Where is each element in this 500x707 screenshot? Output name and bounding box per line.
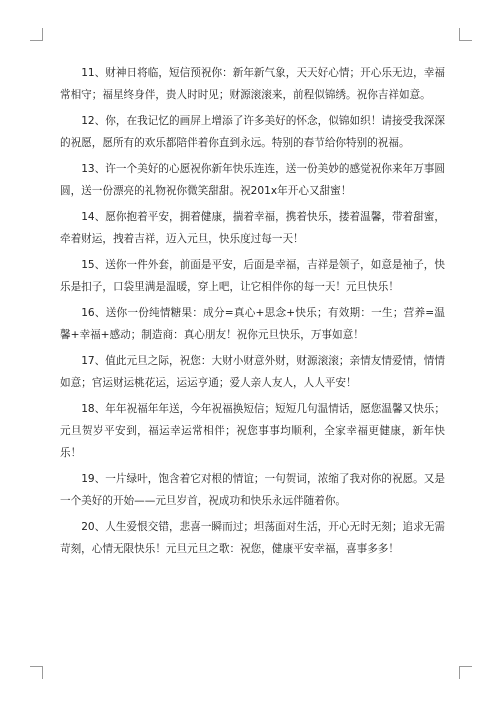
paragraph-text: 、一片绿叶，饱含着它对根的情谊；一句贺词，浓缩了我对你的祝愿。又是一个美好的开始——元旦岁首，祝成功和快乐永远伴随着你。 [60,473,445,507]
paragraph-19 [60,468,445,512]
paragraph-number: 16 [81,307,95,319]
paragraph-number: 13 [81,163,95,175]
paragraph-number: 11 [81,67,95,79]
paragraph-number: 12 [81,115,95,127]
paragraph-13 [60,158,445,202]
paragraph-12 [60,110,445,154]
paragraph-text: 、愿你抱着平安，拥着健康，揣着幸福，携着快乐，搂着温馨，带着甜蜜，牵着财运，拽着吉祥，迈入元旦，快乐度过每一天！ [60,211,445,245]
paragraph-text: 、年年祝福年年送，今年祝福换短信；短短几句温情话，愿您温馨又快乐；元旦贺岁平安到，福运幸运常相伴；祝您事事均顺利，全家幸福更健康，新年快乐！ [60,403,445,459]
paragraph-number: 14 [81,211,95,223]
paragraph-text: 、送你一份纯情糖果：成分=真心+思念+快乐；有效期：一生；营养=温馨+幸福+感动；制造商：真心朋友！祝你元旦快乐，万事如意！ [60,307,445,341]
paragraph-number: 19 [81,473,95,485]
paragraph-14 [60,206,445,250]
crop-mark-bottom-right [459,666,472,679]
paragraph-text: 、人生爱恨交错，悲喜一瞬而过；坦荡面对生活，开心无时无刻；追求无需苛刻，心情无限快乐！元旦元旦之歌：祝您，健康平安幸福，喜事多多！ [60,521,445,555]
paragraph-text: 、财神日将临，短信预祝你：新年新气象，天天好心情；开心乐无边，幸福常相守；福星终身伴，贵人时时见；财源滚滚来，前程似锦绣。祝你吉祥如意。 [60,67,445,101]
paragraph-18 [60,398,445,464]
paragraph-17 [60,350,445,394]
paragraph-number: 17 [81,355,95,367]
paragraph-number: 15 [81,259,95,271]
paragraph-20 [60,516,445,560]
paragraph-11 [60,62,445,106]
crop-mark-bottom-left [30,666,43,679]
paragraph-15 [60,254,445,298]
crop-mark-top-right [459,28,472,41]
paragraph-number: 18 [81,403,95,415]
paragraph-text: 、值此元旦之际，祝您：大财小财意外财，财源滚滚；亲情友情爱情，情情如意；官运财运桃花运，运运亨通；爱人亲人友人，人人平安！ [60,355,445,389]
paragraph-number: 20 [81,521,95,533]
paragraph-text: 、送你一件外套，前面是平安，后面是幸福，吉祥是领子，如意是袖子，快乐是扣子，口袋里满是温暖，穿上吧，让它相伴你的每一天！元旦快乐！ [60,259,445,293]
paragraph-text: 、许一个美好的心愿祝你新年快乐连连，送一份美妙的感觉祝你来年万事圆圆，送一份漂亮的礼物祝你微笑甜甜。祝201x年开心又甜蜜！ [60,163,445,197]
crop-mark-top-left [30,28,43,41]
paragraph-16 [60,302,445,346]
paragraph-text: 、你，在我记忆的画屏上增添了许多美好的怀念，似锦如织！请接受我深深的祝愿，愿所有的欢乐都陪伴着你直到永远。特别的春节给你特别的祝福。 [60,115,445,149]
document-body [60,62,445,564]
